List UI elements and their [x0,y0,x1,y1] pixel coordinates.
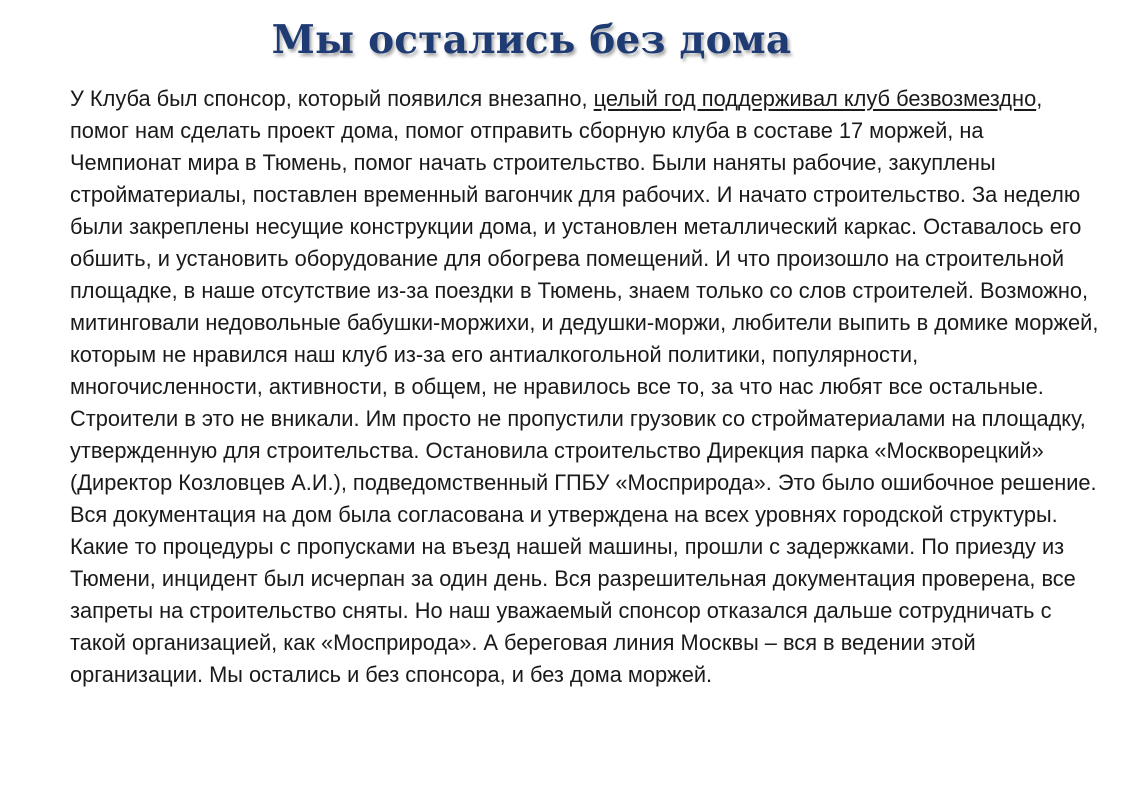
slide-title: Мы остались без дома [271,17,792,63]
paragraph-rest: , помог нам сделать проект дома, помог отправить сборную клуба в составе 17 моржей, на Чемпионат мира в Тюмень, помог начать строительство. Были наняты рабочие, закуплены стройматериалы, поставлен временный вагончик для рабочих. И начато строительство. За неделю были закреплены несущие конструкции дома, и установлен металлический каркас. Оставалось его обшить, и установить оборудование для обогрева помещений. И что произошло на строительной площадке, в наше отсутствие из-за поездки в Тюмень, знаем только со слов строителей. Возможно, митинговали недовольные бабушки-моржихи, и дедушки-моржи, любители выпить в домике моржей, которым не нравился наш клуб из-за его антиалкогольной политики, популярности, многочисленности, активности, в общем, не нравилось все то, за что нас любят все остальные. Строители в это не вникали. Им просто не пропустили грузовик со стройматериалами на площадку, утвержденную для строительства. Остановила строительство Дирекция парка «Москворецкий» (Директор Козловцев А.И.), подведомственный ГПБУ «Мосприрода». Это было ошибочное решение. Вся документация на дом была согласована и утверждена на всех уровнях городской структуры. Какие то процедуры с пропусками на въезд нашей машины, прошли с задержками. По приезду из Тюмени, инцидент был исчерпан за один день. Вся разрешительная документация проверена, все запреты на строительство сняты. Но наш уважаемый спонсор отказался дальше сотрудничать с такой организацией, как «Мосприрода». А береговая линия Москвы – вся в ведении этой организации. Мы остались и без спонсора, и без дома моржей. [70,86,1099,687]
paragraph-underlined-phrase: целый год поддерживал клуб безвозмездно [593,86,1037,111]
body-paragraph [70,83,1100,691]
paragraph-intro: У Клуба был спонсор, который появился внезапно, [70,86,594,111]
